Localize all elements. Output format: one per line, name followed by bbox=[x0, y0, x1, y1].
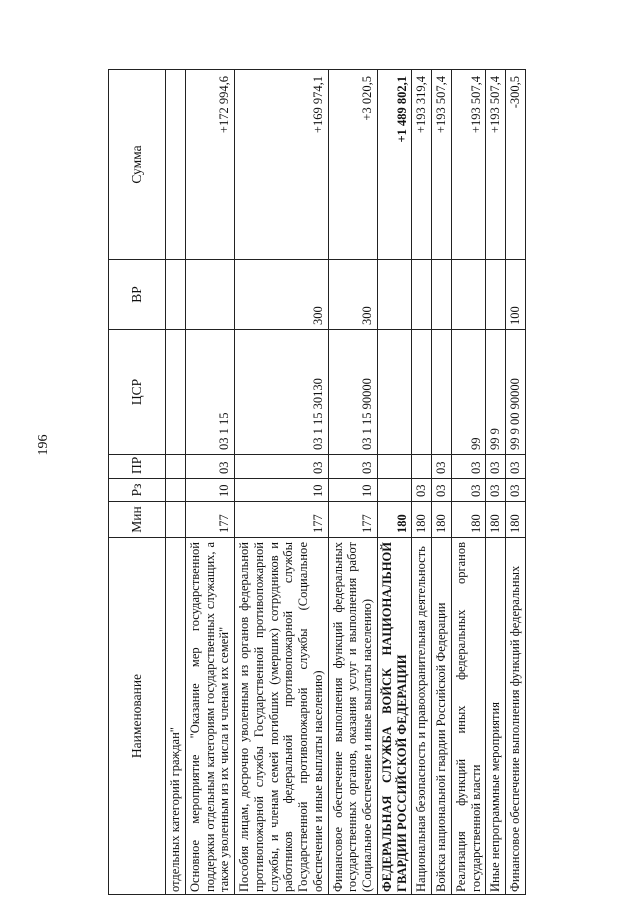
table-row bbox=[235, 70, 329, 895]
row-name: Реализация функций иных федеральных органов государственной власти bbox=[451, 538, 486, 895]
row-sum: +193 507,4 bbox=[486, 70, 506, 260]
row-name: Национальная безопасность и правоохранительная деятельность bbox=[412, 538, 432, 895]
row-min: 180 bbox=[486, 502, 506, 538]
row-pr bbox=[412, 455, 432, 479]
header-rz: Рз bbox=[109, 479, 166, 502]
row-name: Финансовое обеспечение выполнения функций федеральных bbox=[506, 538, 526, 895]
table-row bbox=[486, 70, 506, 895]
header-vr: ВР bbox=[109, 260, 166, 330]
row-min bbox=[166, 502, 186, 538]
row-sum: +172 994,6 bbox=[185, 70, 234, 260]
row-sum: +193 507,4 bbox=[432, 70, 452, 260]
row-name: отдельных категорий граждан" bbox=[166, 538, 186, 895]
table-row bbox=[328, 70, 377, 895]
row-name: Войска национальной гвардии Российской Федерации bbox=[432, 538, 452, 895]
row-rz: 10 bbox=[235, 479, 329, 502]
row-pr: 03 bbox=[328, 455, 377, 479]
row-sum: -300,5 bbox=[506, 70, 526, 260]
row-rz: 03 bbox=[451, 479, 486, 502]
row-rz: 03 bbox=[412, 479, 432, 502]
row-csr: 99 9 bbox=[486, 330, 506, 455]
row-csr: 99 9 00 90000 bbox=[506, 330, 526, 455]
row-sum: +193 507,4 bbox=[451, 70, 486, 260]
table-row bbox=[377, 70, 412, 895]
row-pr: 03 bbox=[486, 455, 506, 479]
row-vr bbox=[412, 260, 432, 330]
row-pr bbox=[377, 455, 412, 479]
row-name: Пособия лицам, досрочно уволенным из органов федеральной противопожарной службы Государственной противопожарной службы, и членам семей погибших (умерших) сотрудников и работников федеральной противопожарной службы Государственной противопожарной службы (Социальное обеспечение и иные выплаты населению) bbox=[235, 538, 329, 895]
row-name: Основное мероприятие "Оказание мер государственной поддержки отдельным категориям государственных служащих, а также уволенным из их числа и членам их семей" bbox=[185, 538, 234, 895]
row-pr: 03 bbox=[451, 455, 486, 479]
row-pr: 03 bbox=[506, 455, 526, 479]
row-vr: 100 bbox=[506, 260, 526, 330]
row-pr: 03 bbox=[235, 455, 329, 479]
table-row bbox=[185, 70, 234, 895]
table-row bbox=[432, 70, 452, 895]
row-min: 180 bbox=[451, 502, 486, 538]
row-sum: +169 974,1 bbox=[235, 70, 329, 260]
row-name: Иные непрограммные мероприятия bbox=[486, 538, 506, 895]
row-min: 180 bbox=[432, 502, 452, 538]
budget-table-sheet bbox=[108, 70, 614, 895]
table-row bbox=[451, 70, 486, 895]
row-csr bbox=[432, 330, 452, 455]
row-rz bbox=[377, 479, 412, 502]
row-sum: +3 020,5 bbox=[328, 70, 377, 260]
row-sum: +193 319,4 bbox=[412, 70, 432, 260]
row-csr bbox=[166, 330, 186, 455]
row-rz: 10 bbox=[328, 479, 377, 502]
table-header-row bbox=[109, 70, 166, 895]
row-pr: 03 bbox=[185, 455, 234, 479]
row-csr: 03 1 15 30130 bbox=[235, 330, 329, 455]
row-csr: 03 1 15 bbox=[185, 330, 234, 455]
row-pr: 03 bbox=[432, 455, 452, 479]
header-name: Наименование bbox=[109, 538, 166, 895]
row-rz: 10 bbox=[185, 479, 234, 502]
header-csr: ЦСР bbox=[109, 330, 166, 455]
row-vr bbox=[486, 260, 506, 330]
row-csr: 99 bbox=[451, 330, 486, 455]
row-rz: 03 bbox=[506, 479, 526, 502]
header-min: Мин bbox=[109, 502, 166, 538]
row-vr: 300 bbox=[235, 260, 329, 330]
row-min: 177 bbox=[235, 502, 329, 538]
table-row bbox=[506, 70, 526, 895]
row-min: 180 bbox=[412, 502, 432, 538]
row-name: ФЕДЕРАЛЬНАЯ СЛУЖБА ВОЙСК НАЦИОНАЛЬНОЙ ГВАРДИИ РОССИЙСКОЙ ФЕДЕРАЦИИ bbox=[377, 538, 412, 895]
row-vr bbox=[432, 260, 452, 330]
row-rz: 03 bbox=[432, 479, 452, 502]
row-min: 180 bbox=[506, 502, 526, 538]
row-pr bbox=[166, 455, 186, 479]
header-pr: ПР bbox=[109, 455, 166, 479]
row-vr bbox=[185, 260, 234, 330]
budget-table bbox=[108, 69, 526, 895]
row-vr bbox=[377, 260, 412, 330]
row-sum: +1 489 802,1 bbox=[377, 70, 412, 260]
row-name: Финансовое обеспечение выполнения функций федеральных государственных органов, оказания услуг и выполнения работ (Социальное обеспечение и иные выплаты населению) bbox=[328, 538, 377, 895]
row-vr: 300 bbox=[328, 260, 377, 330]
row-vr bbox=[451, 260, 486, 330]
row-csr bbox=[377, 330, 412, 455]
header-sum: Сумма bbox=[109, 70, 166, 260]
row-min: 180 bbox=[377, 502, 412, 538]
row-rz bbox=[166, 479, 186, 502]
table-row bbox=[166, 70, 186, 895]
table-row bbox=[412, 70, 432, 895]
row-csr bbox=[412, 330, 432, 455]
row-sum bbox=[166, 70, 186, 260]
row-rz: 03 bbox=[486, 479, 506, 502]
row-min: 177 bbox=[185, 502, 234, 538]
page-number: 196 bbox=[36, 434, 51, 456]
row-min: 177 bbox=[328, 502, 377, 538]
row-vr bbox=[166, 260, 186, 330]
row-csr: 03 1 15 90000 bbox=[328, 330, 377, 455]
